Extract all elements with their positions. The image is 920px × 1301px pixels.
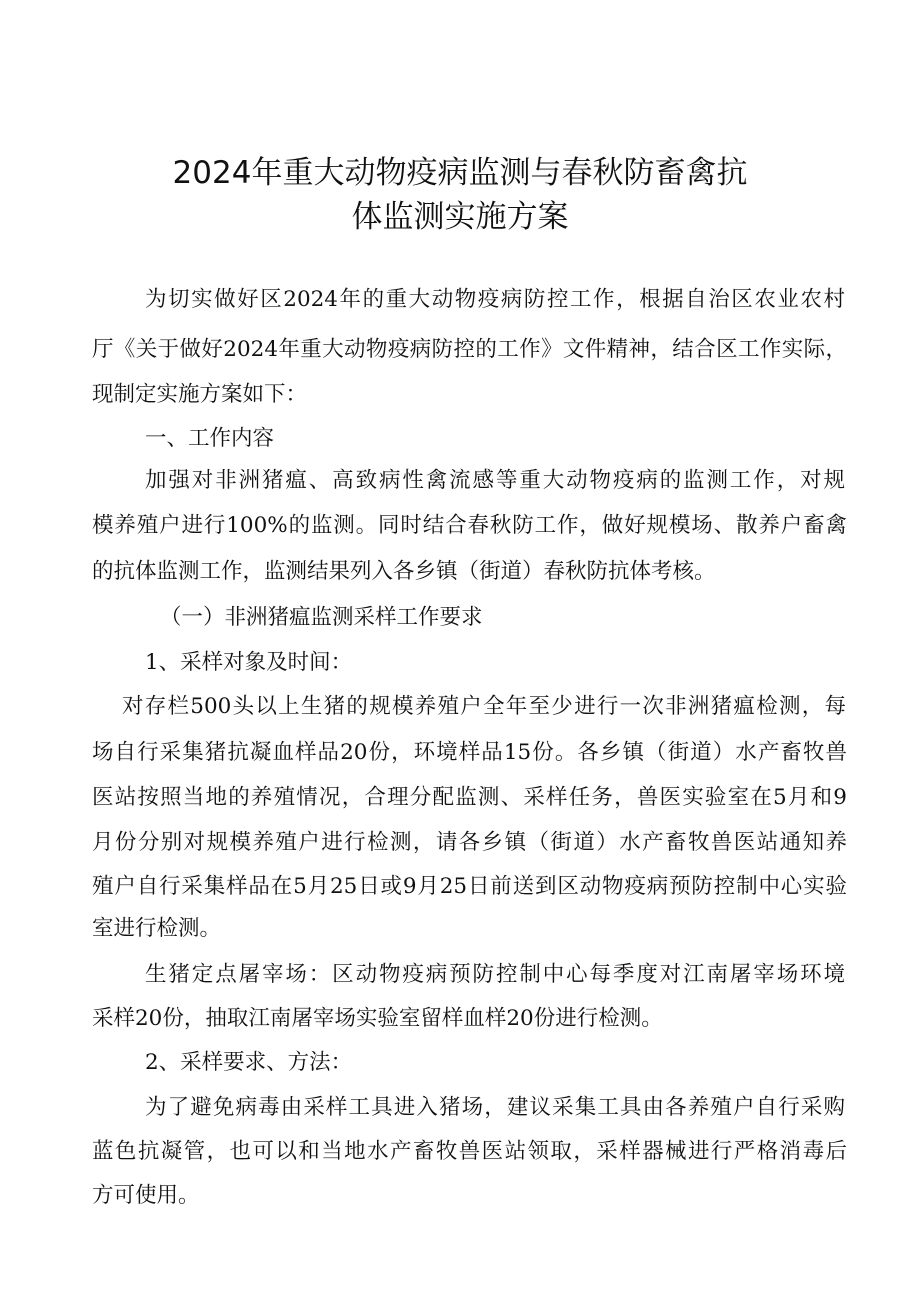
paragraph-line: 殖户自行采集样品在5月25日或9月25日前送到区动物疫病预防控制中心实验	[92, 874, 847, 899]
paragraph-line: 为切实做好区2024年的重大动物疫病防控工作，根据自治区农业农村	[145, 287, 845, 312]
paragraph-line: 采样20份，抽取江南屠宰场实验室留样血样20份进行检测。	[92, 1006, 663, 1031]
paragraph-line: 的抗体监测工作，监测结果列入各乡镇（街道）春秋防抗体考核。	[92, 559, 716, 584]
document-title-line-2: 体监测实施方案	[351, 199, 569, 235]
paragraph-line: 厅《关于做好2024年重大动物疫病防控的工作》文件精神，结合区工作实际，	[92, 337, 847, 362]
paragraph-line: 室进行检测。	[92, 916, 222, 941]
paragraph-line: 生猪定点屠宰场：区动物疫病预防控制中心每季度对江南屠宰场环境	[145, 962, 845, 987]
paragraph-line: 为了避免病毒由采样工具进入猪场，建议采集工具由各养殖户自行采购	[145, 1095, 845, 1120]
section-heading: 一、工作内容	[145, 426, 275, 451]
paragraph-line: 月份分别对规模养殖户进行检测，请各乡镇（街道）水产畜牧兽医站通知养	[92, 830, 847, 855]
paragraph-line: 模养殖户进行100%的监测。同时结合春秋防工作，做好规模场、散养户畜禽	[92, 513, 847, 538]
subsection-heading: （一）非洲猪瘟监测采样工作要求	[160, 605, 483, 630]
item-heading: 2、采样要求、方法：	[145, 1050, 353, 1075]
item-heading: 1、采样对象及时间：	[145, 650, 353, 675]
document-title-line-1: 2024年重大动物疫病监测与春秋防畜禽抗	[172, 155, 748, 191]
paragraph-line: 对存栏500头以上生猪的规模养殖户全年至少进行一次非洲猪瘟检测，每	[122, 694, 846, 719]
paragraph-line: 方可使用。	[92, 1183, 200, 1208]
paragraph-line: 医站按照当地的养殖情况，合理分配监测、采样任务，兽医实验室在5月和9	[92, 785, 847, 810]
paragraph-line: 现制定实施方案如下：	[92, 382, 308, 407]
paragraph-line: 场自行采集猪抗凝血样品20份，环境样品15份。各乡镇（街道）水产畜牧兽	[92, 740, 847, 765]
paragraph-line: 加强对非洲猪瘟、高致病性禽流感等重大动物疫病的监测工作，对规	[145, 468, 845, 493]
paragraph-line: 蓝色抗凝管，也可以和当地水产畜牧兽医站领取，采样器械进行严格消毒后	[92, 1139, 847, 1164]
